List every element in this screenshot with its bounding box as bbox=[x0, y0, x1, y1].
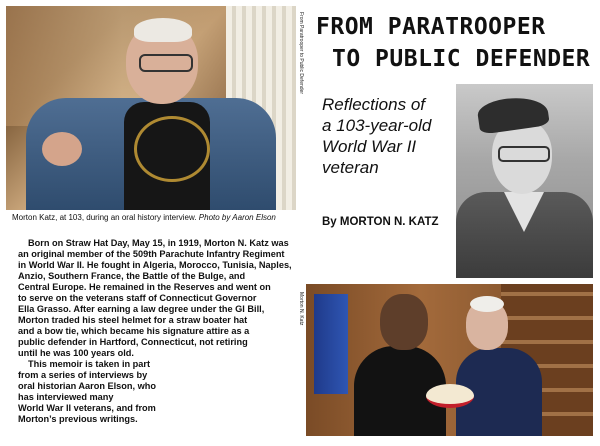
subtitle-line-3: World War II bbox=[322, 137, 417, 156]
title-line-1: FROM PARATROOPER bbox=[316, 14, 546, 40]
photo-caption bbox=[12, 213, 276, 222]
text-line: World War II veterans, and from bbox=[18, 403, 156, 413]
blue-flag bbox=[314, 294, 348, 394]
white-hair bbox=[470, 296, 504, 312]
hand bbox=[42, 132, 82, 166]
caption-credit: Photo by Aaron Elson bbox=[198, 213, 276, 222]
text-line: to serve on the veterans staff of Connecticut Governor bbox=[18, 293, 257, 303]
text-line: has interviewed many bbox=[18, 392, 114, 402]
straw-boater-hat bbox=[426, 384, 474, 408]
text-line: in World War II. He fought in Algeria, Morocco, Tunisia, Naples, bbox=[18, 260, 292, 270]
vertical-credit-bottom: Morton N. Katz bbox=[298, 292, 304, 326]
text-line: Ella Grasso. After earning a law degree under the GI Bill, bbox=[18, 304, 265, 314]
text-line: oral historian Aaron Elson, who bbox=[18, 381, 156, 391]
text-line: from a series of interviews by bbox=[18, 370, 148, 380]
portrait-photo-katz-at-103 bbox=[6, 6, 296, 210]
paragraph-memoir-source bbox=[18, 359, 303, 425]
subtitle-line-1: Reflections of bbox=[322, 95, 425, 114]
text-line: and a bow tie, which became his signature attire as a bbox=[18, 326, 250, 336]
text-line: Anzio, Southern France, the Battle of the Bulge, and bbox=[18, 271, 246, 281]
author-byline: By MORTON N. KATZ bbox=[322, 216, 439, 228]
paragraph-biography bbox=[18, 238, 303, 359]
white-hair bbox=[134, 18, 192, 42]
body-text bbox=[18, 238, 303, 425]
subtitle bbox=[322, 94, 462, 178]
eyeglasses bbox=[139, 54, 193, 72]
subtitle-line-2: a 103-year-old bbox=[322, 116, 432, 135]
text-line: an original member of the 509th Parachute Infantry Regiment bbox=[18, 249, 285, 259]
text-line: This memoir is taken in part bbox=[28, 359, 151, 369]
text-line: until he was 100 years old. bbox=[18, 348, 134, 358]
title-line-2: TO PUBLIC DEFENDER bbox=[332, 46, 591, 72]
eyeglasses bbox=[498, 146, 550, 162]
text-line: Morton traded his steel helmet for a straw boater hat bbox=[18, 315, 248, 325]
text-line: Born on Straw Hat Day, May 15, in 1919, Morton N. Katz was bbox=[28, 238, 289, 248]
text-line: Morton’s previous writings. bbox=[18, 414, 138, 424]
tshirt-emblem bbox=[134, 116, 210, 182]
hat-presentation-photo bbox=[306, 284, 593, 436]
text-line: public defender in Hartford, Connecticut, not retiring bbox=[18, 337, 248, 347]
soldier-portrait-photo bbox=[456, 84, 593, 278]
vertical-credit-top: From Paratrooper to Public Defender bbox=[298, 12, 304, 94]
caption-text: Morton Katz, at 103, during an oral history interview. bbox=[12, 213, 197, 222]
subtitle-line-4: veteran bbox=[322, 158, 379, 177]
text-line: Central Europe. He remained in the Reserves and went on bbox=[18, 282, 271, 292]
judge-head bbox=[380, 294, 428, 350]
